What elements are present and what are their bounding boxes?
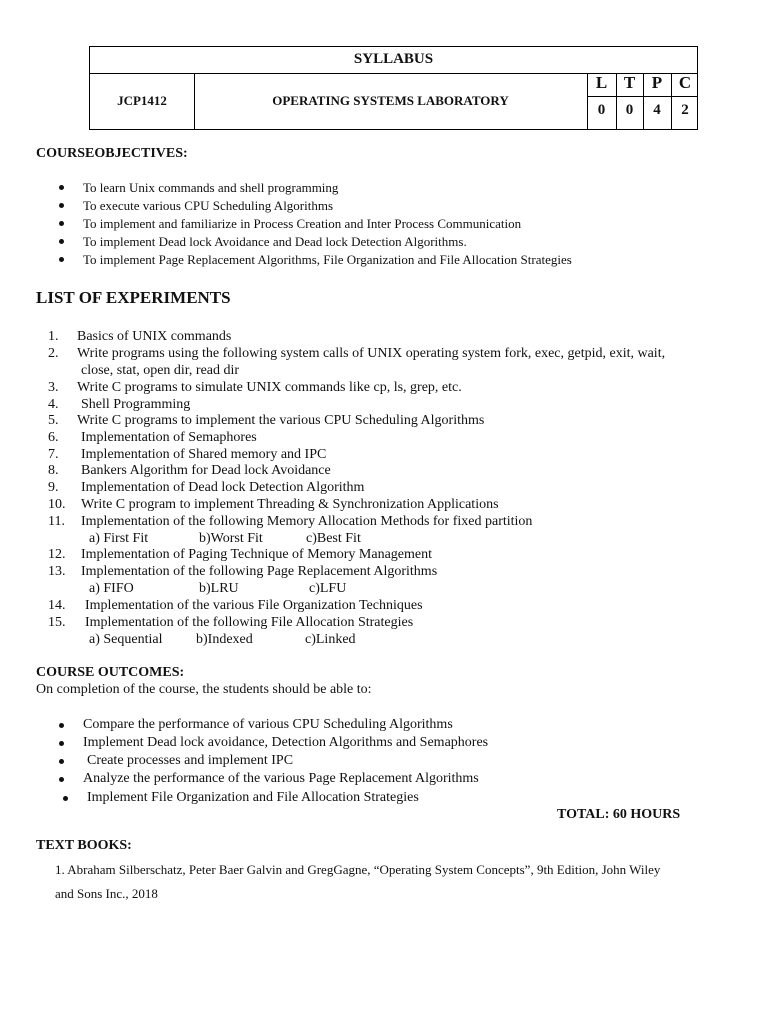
bullet-icon bbox=[59, 185, 64, 190]
bullet-icon bbox=[59, 257, 64, 262]
bullet-icon bbox=[59, 759, 64, 764]
textbook-reference-line-1: 1. Abraham Silberschatz, Peter Baer Galvin and GregGagne, “Operating System Concepts”, 9th Edition, John Wiley bbox=[55, 862, 661, 877]
bullet-icon bbox=[59, 777, 64, 782]
course-code: JCP1412 bbox=[117, 93, 167, 108]
bullet-icon bbox=[59, 723, 64, 728]
ltpc-value-t: 0 bbox=[625, 102, 634, 118]
ltpc-value-c: 2 bbox=[681, 102, 689, 118]
syllabus-header-table bbox=[89, 46, 698, 130]
course-name: OPERATING SYSTEMS LABORATORY bbox=[272, 93, 509, 108]
objectives-heading: COURSEOBJECTIVES: bbox=[36, 146, 188, 161]
bullet-icon bbox=[63, 796, 68, 801]
textbooks-heading: TEXT BOOKS: bbox=[36, 838, 132, 853]
outcomes-intro: On completion of the course, the students should be able to: bbox=[36, 682, 372, 697]
bullet-icon bbox=[59, 203, 64, 208]
bullet-icon bbox=[59, 221, 64, 226]
ltpc-value-p: 4 bbox=[653, 102, 661, 118]
outcomes-heading: COURSE OUTCOMES: bbox=[36, 665, 185, 680]
ltpc-label-c: C bbox=[678, 73, 692, 92]
bullet-icon bbox=[59, 239, 64, 244]
syllabus-title: SYLLABUS bbox=[353, 51, 434, 67]
ltpc-label-t: T bbox=[623, 73, 636, 92]
textbook-reference-line-2: and Sons Inc., 2018 bbox=[55, 886, 158, 901]
bullet-icon bbox=[59, 741, 64, 746]
ltpc-value-l: 0 bbox=[597, 102, 606, 118]
ltpc-label-p: P bbox=[651, 73, 663, 92]
divider bbox=[587, 96, 697, 97]
ltpc-label-l: L bbox=[595, 73, 608, 92]
total-hours: TOTAL: 60 HOURS bbox=[557, 807, 681, 822]
experiments-heading: LIST OF EXPERIMENTS bbox=[36, 288, 231, 307]
